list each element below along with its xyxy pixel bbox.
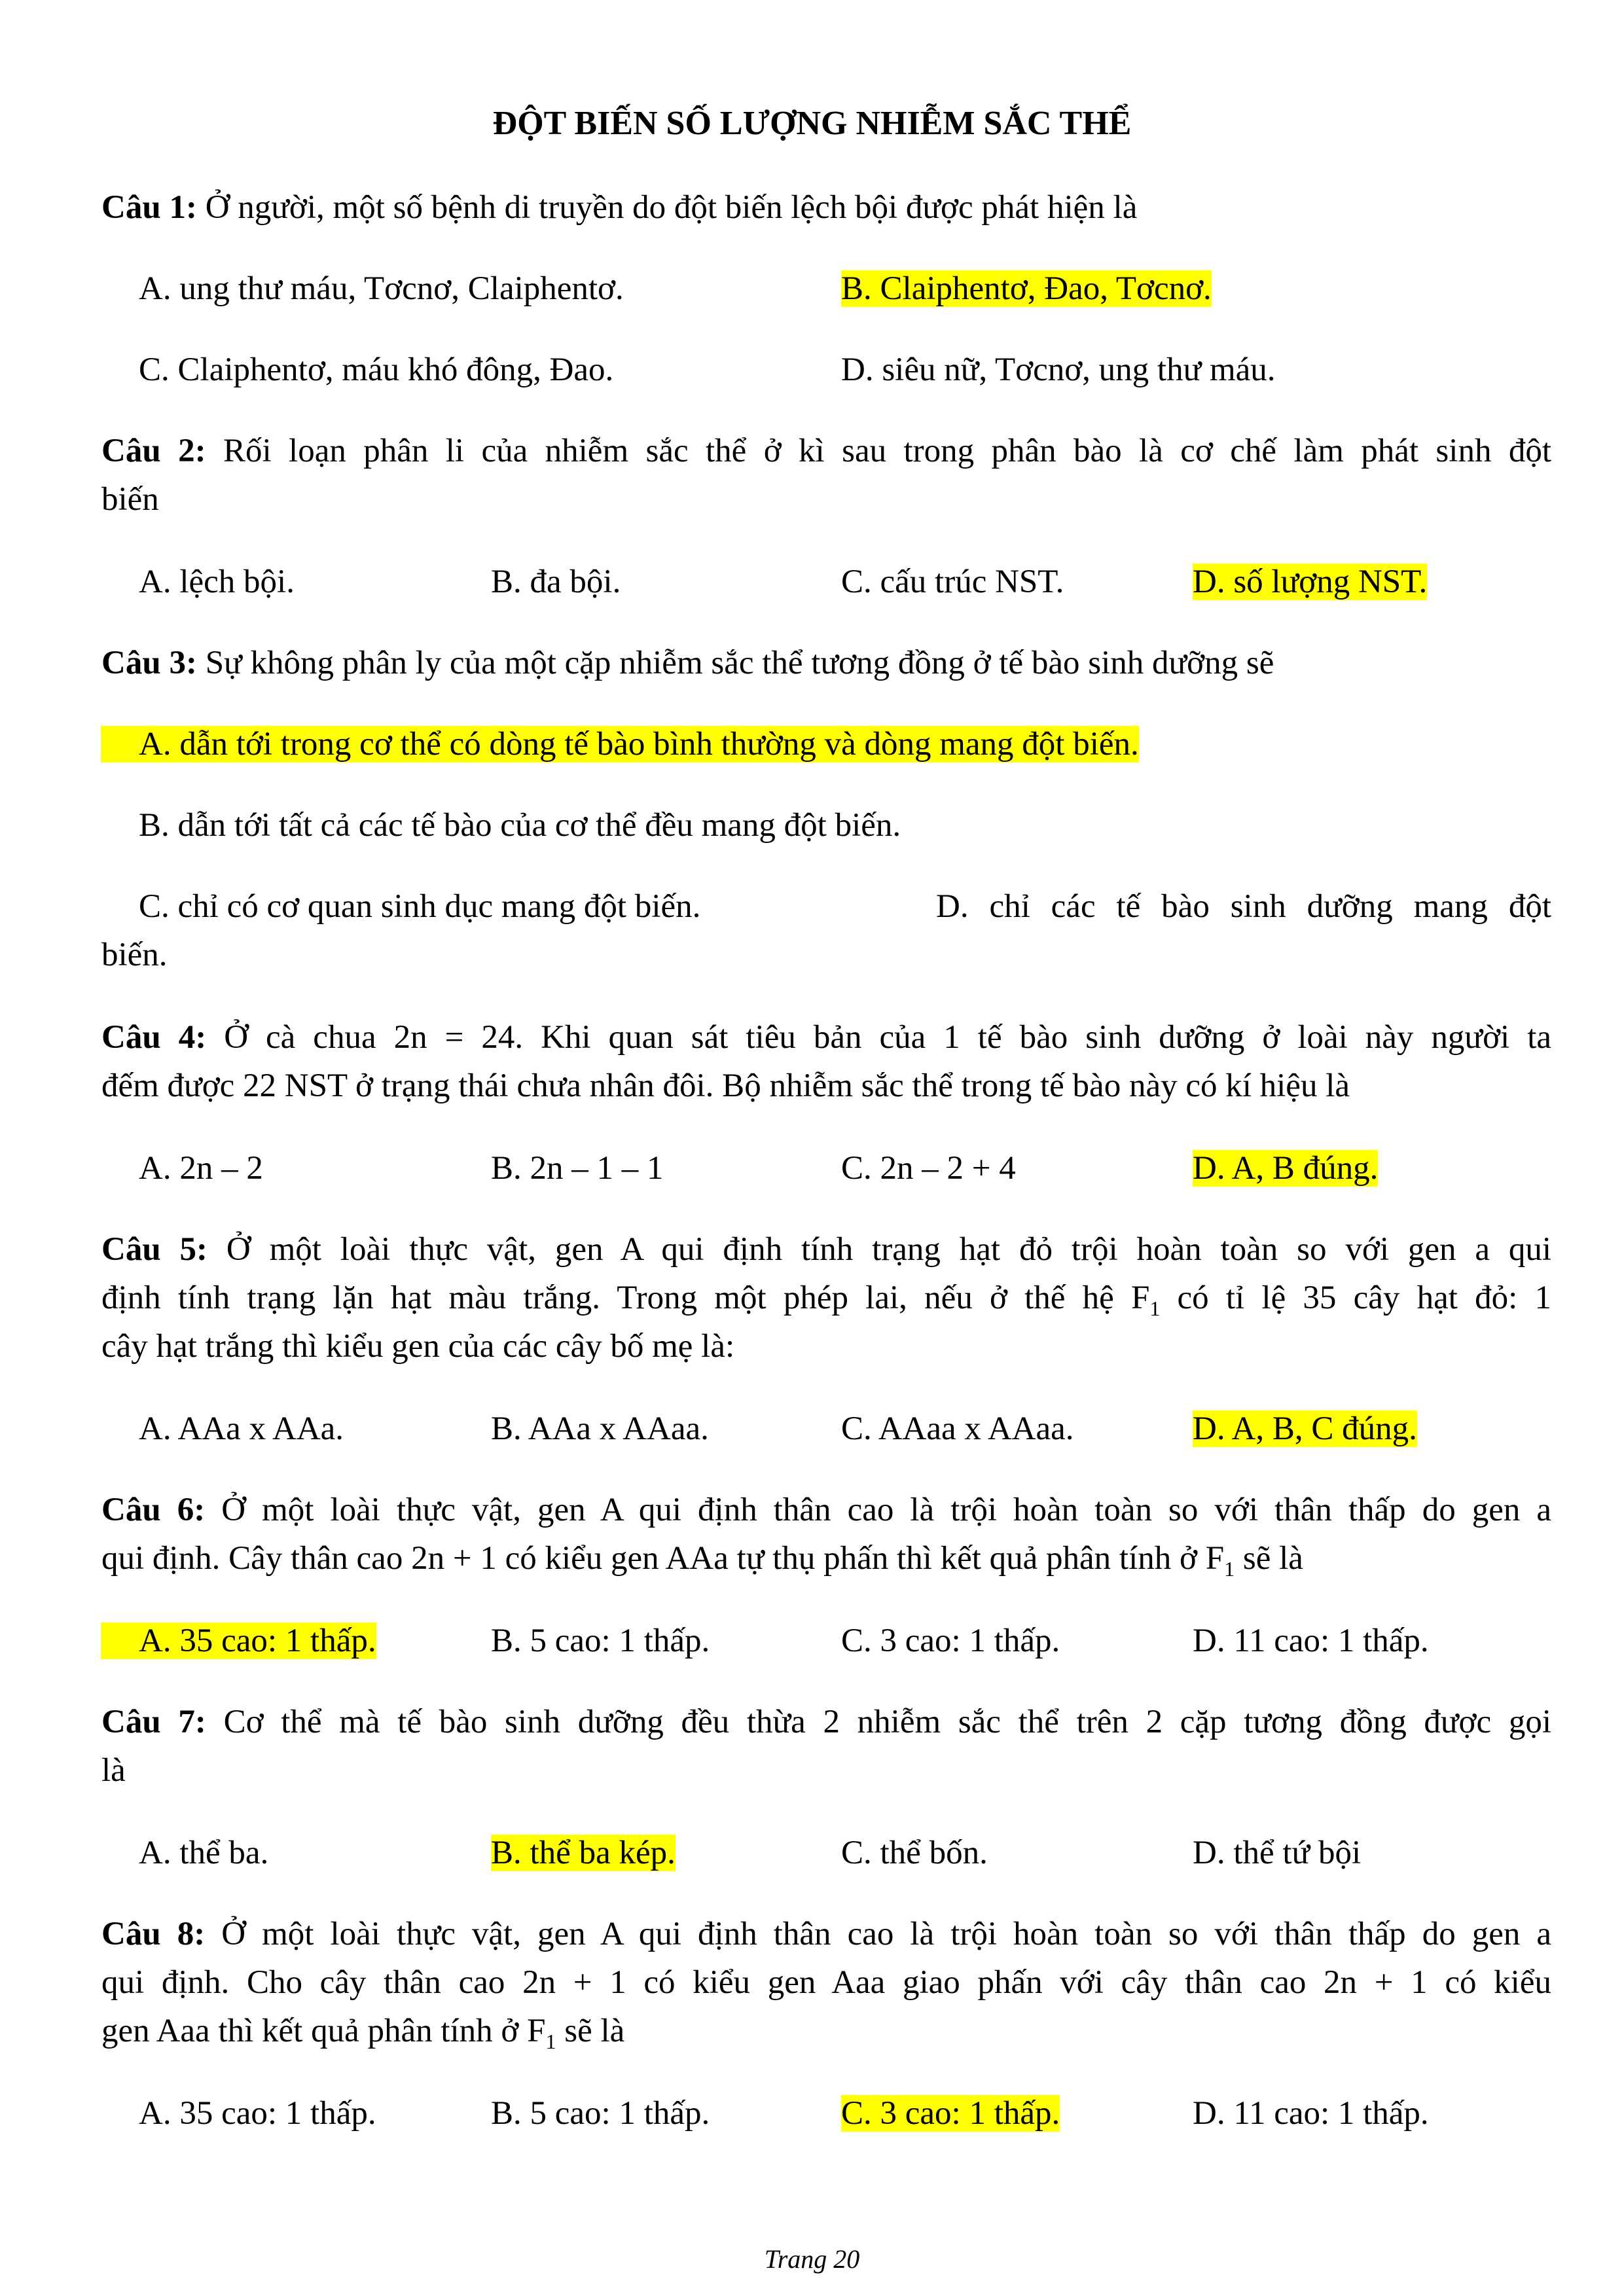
option-c: C. thể bốn. [841,1835,988,1871]
question-label: Câu 7: [101,1704,206,1740]
option-a: A. 2n – 2 [139,1150,263,1187]
option-d: D. siêu nữ, Tơcnơ, ung thư máu. [841,351,1276,388]
question-2 [101,427,1551,475]
option-c: C. Claiphentơ, máu khó đông, Đao. [139,351,614,388]
question-text: Ở một loài thực vật, gen A qui định thân cao là trội hoàn toàn so với thân thấp do gen a [221,1492,1552,1528]
question-7 [101,1698,1551,1746]
option-c: C. 2n – 2 + 4 [841,1150,1016,1187]
option-a: A. ung thư máu, Tơcnơ, Claiphentơ. [139,270,624,307]
option-b: B. 5 cao: 1 thấp. [491,1623,710,1659]
question-3 [101,639,1551,687]
option-a-correct: A. 35 cao: 1 thấp. [101,1623,376,1659]
question-text: Sự không phân ly của một cặp nhiễm sắc thể tương đồng ở tế bào sinh dưỡng sẽ [205,645,1274,681]
question-text-cont: là [101,1752,126,1789]
option-b: B. dẫn tới tất cả các tế bào của cơ thể đều mang đột biến. [139,807,901,844]
question-text: Ở người, một số bệnh di truyền do đột biến lệch bội được phát hiện là [205,189,1138,226]
option-c: C. cấu trúc NST. [841,564,1064,600]
option-d: D. 11 cao: 1 thấp. [1193,1623,1429,1659]
question-1 [101,183,1551,232]
question-text: Ở một loài thực vật, gen A qui định thân cao là trội hoàn toàn so với thân thấp do gen a [221,1916,1552,1952]
question-label: Câu 2: [101,433,206,469]
option-b: B. 5 cao: 1 thấp. [491,2095,710,2132]
question-label: Câu 6: [101,1492,206,1528]
option-d: D. chỉ các tế bào sinh dưỡng mang đột [936,888,1551,925]
question-text-cont: cây hạt trắng thì kiểu gen của các cây bố mẹ là: [101,1328,735,1365]
option-a: A. AAa x AAa. [139,1410,344,1447]
question-text: Ở một loài thực vật, gen A qui định tính trạng hạt đỏ trội hoàn toàn so với gen a qui [226,1231,1552,1268]
option-d-correct: D. số lượng NST. [1193,564,1428,600]
question-text: Ở cà chua 2n = 24. Khi quan sát tiêu bản của 1 tế bào sinh dưỡng ở loài này người ta [224,1019,1552,1056]
option-a: A. 35 cao: 1 thấp. [139,2095,376,2132]
option-b: B. 2n – 1 – 1 [491,1150,664,1187]
question-text-cont: qui định. Cây thân cao 2n + 1 có kiểu gen AAa tự thụ phấn thì kết quả phân tính ở $F_1$ sẽ là [101,1540,1303,1581]
option-b: B. đa bội. [491,564,621,600]
question-text-cont: gen Aaa thì kết quả phân tính ở $F_1$ sẽ là [101,2013,625,2054]
question-label: Câu 8: [101,1916,206,1952]
question-text-cont: định tính trạng lặn hạt màu trắng. Trong một phép lai, nếu ở thế hệ $F_1$ có tỉ lệ 35 cây hạt đỏ: 1 [101,1280,1551,1321]
question-label: Câu 4: [101,1019,207,1056]
question-text-cont: biến [101,481,159,518]
option-c-correct: C. 3 cao: 1 thấp. [841,2095,1060,2132]
question-8 [101,1910,1551,1958]
option-a-correct: A. dẫn tới trong cơ thể có dòng tế bào bình thường và dòng mang đột biến. [101,726,1139,762]
option-c: C. chỉ có cơ quan sinh dục mang đột biến. [139,888,701,925]
option-d: D. thể tứ bội [1193,1835,1362,1871]
question-label: Câu 3: [101,645,197,681]
page-number: Trang 20 [764,2244,860,2274]
option-c: C. 3 cao: 1 thấp. [841,1623,1060,1659]
question-6 [101,1486,1551,1534]
option-d-cont: biến. [101,937,168,973]
question-text-cont: đếm được 22 NST ở trạng thái chưa nhân đôi. Bộ nhiễm sắc thể trong tế bào này có kí hiệu là [101,1067,1350,1104]
option-a: A. lệch bội. [139,564,295,600]
option-d: D. 11 cao: 1 thấp. [1193,2095,1429,2132]
option-c: C. AAaa x AAaa. [841,1410,1074,1447]
option-a: A. thể ba. [139,1835,269,1871]
question-label: Câu 1: [101,189,197,226]
question-text-cont: qui định. Cho cây thân cao 2n + 1 có kiểu gen Aaa giao phấn với cây thân cao 2n + 1 có kiểu [101,1964,1551,2001]
question-text: Cơ thể mà tế bào sinh dưỡng đều thừa 2 nhiễm sắc thể trên 2 cặp tương đồng được gọi [223,1704,1551,1740]
option-b: B. AAa x AAaa. [491,1410,709,1447]
option-b-correct: B. Claiphentơ, Đao, Tơcnơ. [841,270,1212,307]
page-title: ĐỘT BIẾN SỐ LƯỢNG NHIỄM SẮC THỂ [492,105,1132,142]
question-5 [101,1225,1551,1274]
option-d-correct: D. A, B đúng. [1193,1150,1379,1187]
question-text: Rối loạn phân li của nhiễm sắc thể ở kì sau trong phân bào là cơ chế làm phát sinh đột [223,433,1552,469]
question-4 [101,1013,1551,1062]
option-d-correct: D. A, B, C đúng. [1193,1410,1417,1447]
question-label: Câu 5: [101,1231,208,1268]
option-b-correct: B. thể ba kép. [491,1835,676,1871]
